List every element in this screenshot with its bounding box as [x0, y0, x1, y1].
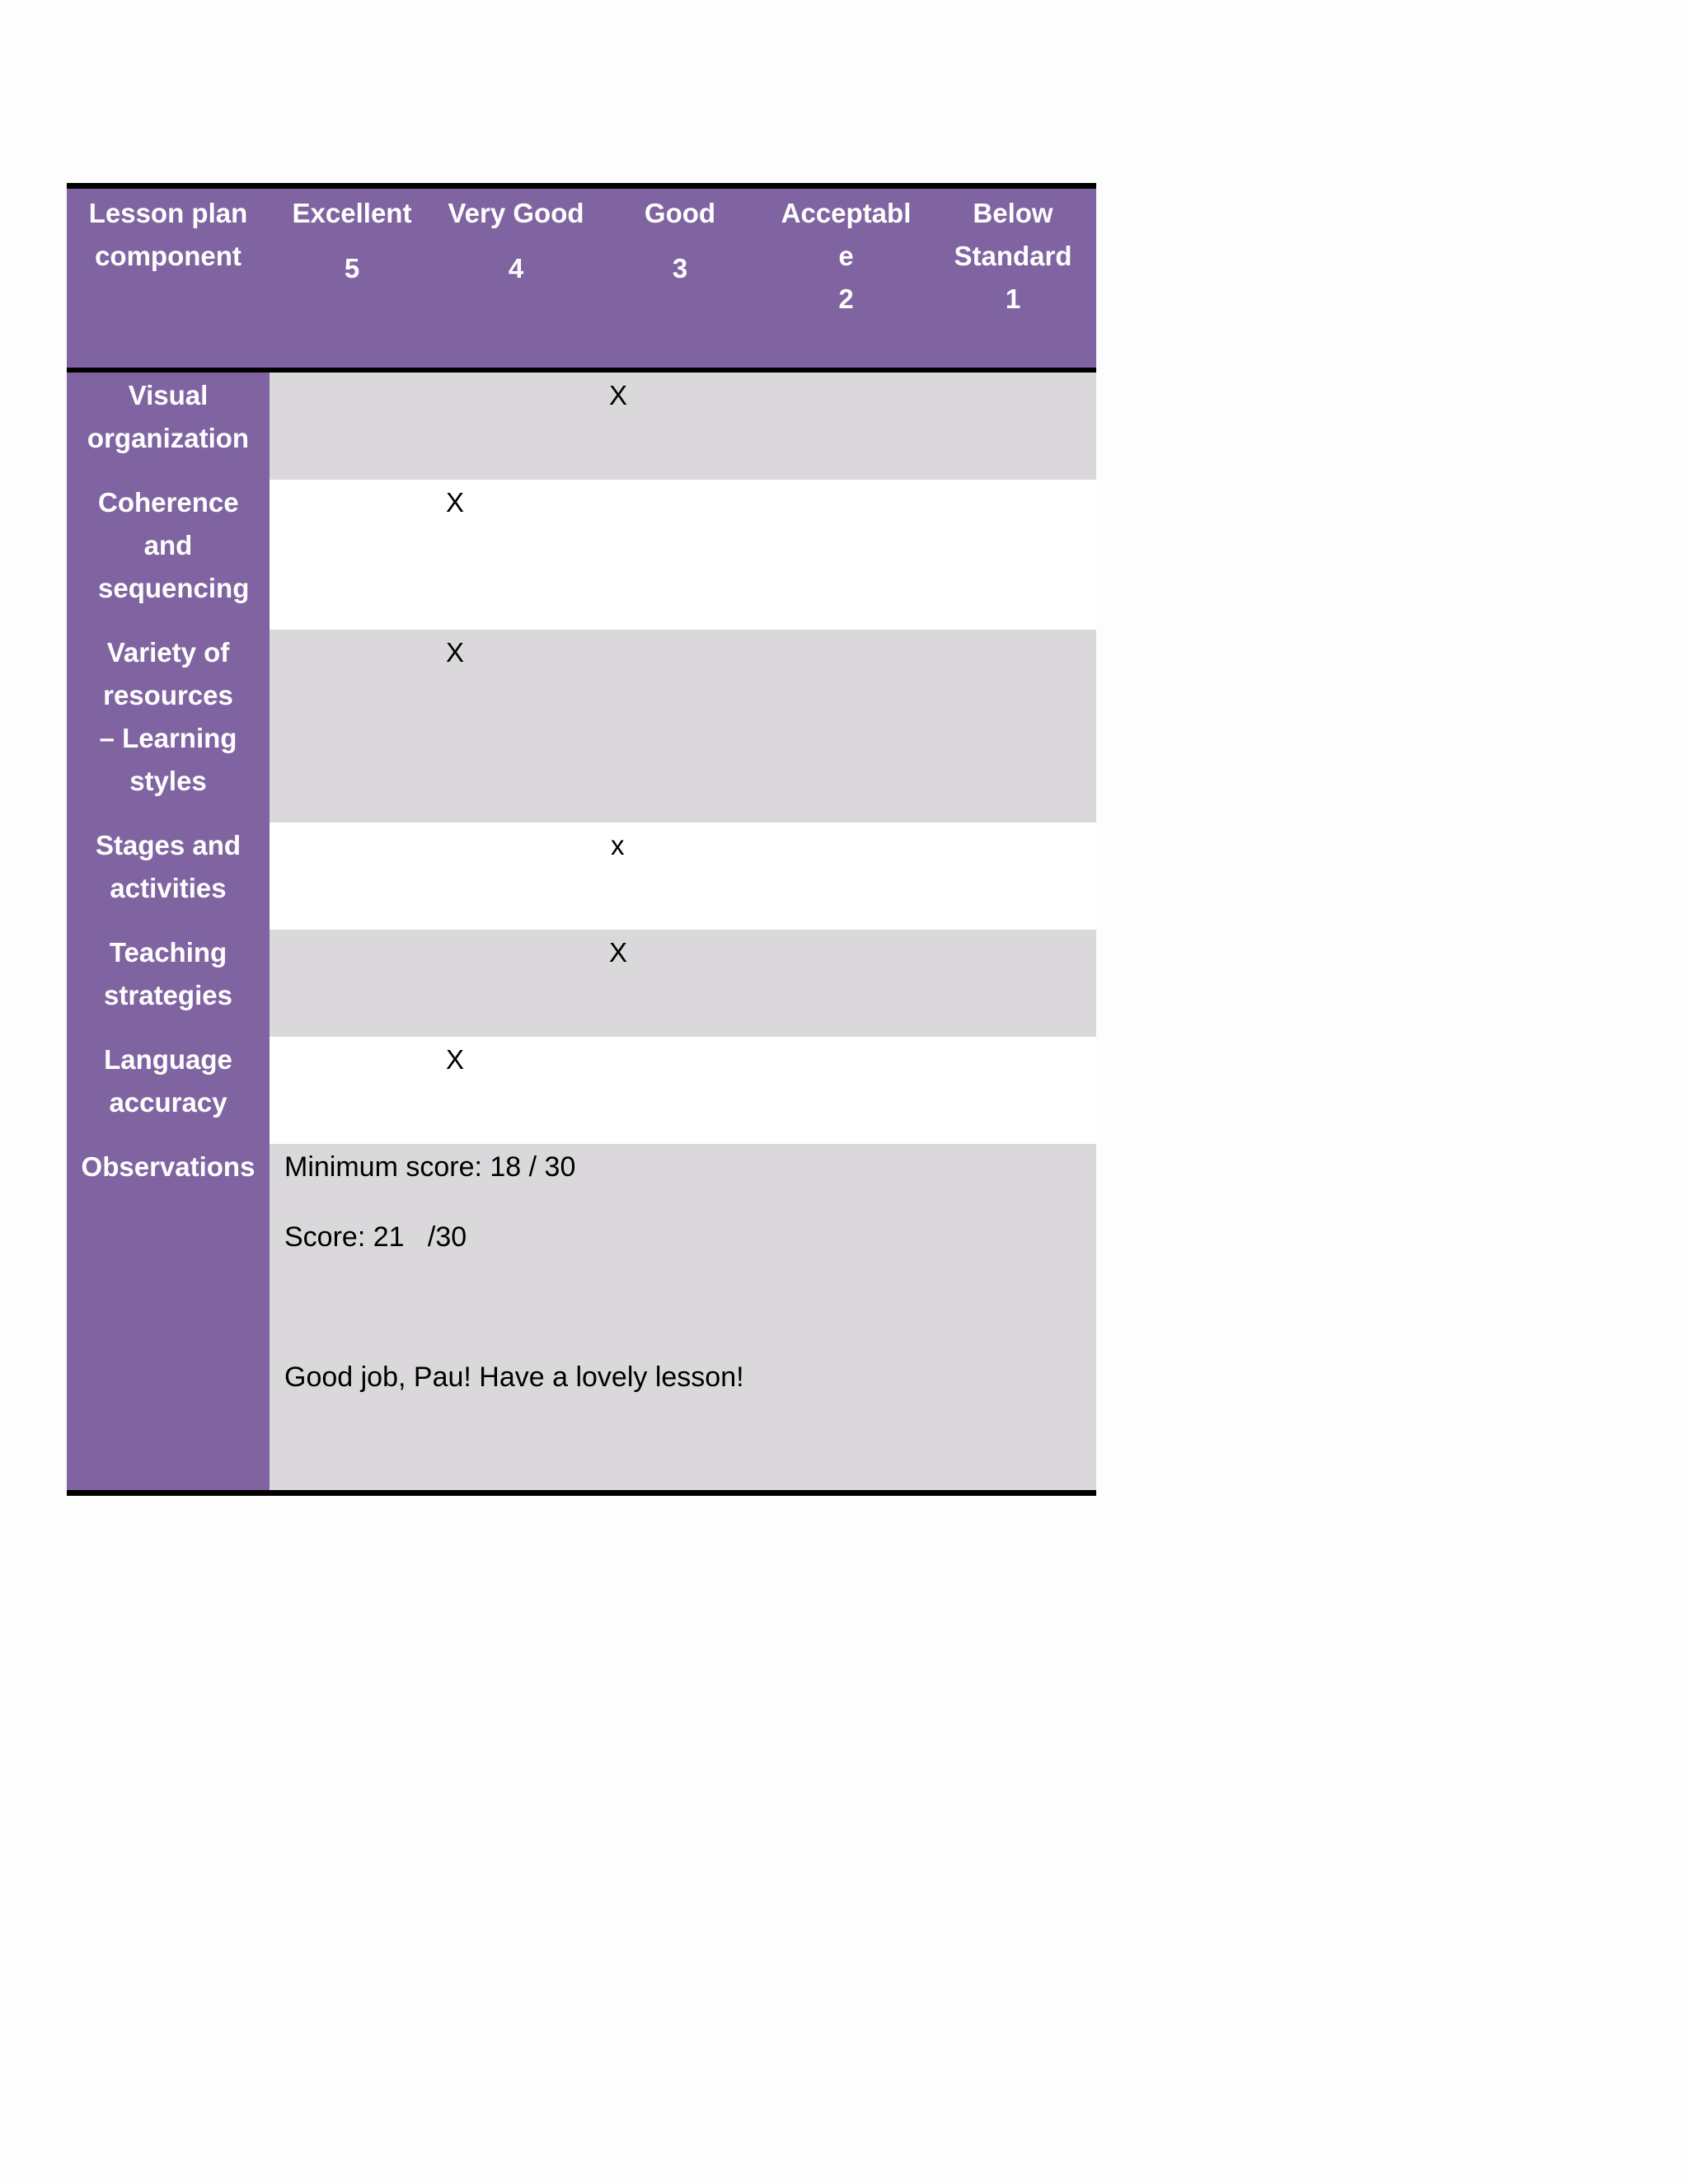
row-label: [67, 480, 270, 630]
rubric-row-visual-organization: [67, 373, 1096, 480]
rating-mark: X: [446, 487, 465, 518]
header-good-score: 3: [672, 253, 688, 284]
header-very-good-label: Very Good: [448, 198, 584, 228]
rubric-row-stages-and-activities: [67, 823, 1096, 930]
row-rating-area: [270, 1037, 1096, 1144]
header-good-label: Good: [644, 198, 716, 228]
rating-mark: X: [446, 1044, 465, 1075]
row-label-text: Visual organization: [87, 380, 250, 453]
header-component-label: Lesson plan component: [88, 198, 248, 271]
header-very-good-score: 4: [508, 253, 524, 284]
row-label-text: Coherence and sequencing: [98, 487, 250, 603]
header-component: [67, 189, 270, 368]
header-below-standard: [930, 189, 1096, 368]
observations-area: [270, 1144, 1096, 1490]
rating-mark: x: [611, 830, 625, 860]
header-below-standard-label: Below Standard: [954, 198, 1072, 271]
header-excellent-score: 5: [344, 253, 360, 284]
row-label-text: Teaching strategies: [104, 937, 232, 1010]
header-below-standard-score: 1: [1005, 284, 1021, 314]
row-label: [67, 823, 270, 930]
row-rating-area: [270, 480, 1096, 630]
row-label-text: Stages and activities: [95, 830, 241, 903]
header-acceptable-label: Acceptabl e: [781, 198, 912, 271]
lesson-plan-rubric-table: [67, 183, 1096, 1496]
observations-label: Observations: [81, 1151, 256, 1182]
header-acceptable: [762, 189, 930, 368]
row-rating-area: [270, 630, 1096, 823]
observation-comment: Good job, Pau! Have a lovely lesson!: [284, 1361, 744, 1393]
header-very-good: [434, 189, 598, 368]
row-label: [67, 930, 270, 1037]
rating-mark: X: [609, 380, 628, 410]
row-label: [67, 1037, 270, 1144]
rubric-row-observations: [67, 1144, 1096, 1490]
row-label: [67, 1144, 270, 1490]
rubric-row-teaching-strategies: [67, 930, 1096, 1037]
row-label: [67, 630, 270, 823]
row-rating-area: [270, 930, 1096, 1037]
header-acceptable-score: 2: [838, 284, 854, 314]
rubric-row-language-accuracy: [67, 1037, 1096, 1144]
row-rating-area: [270, 373, 1096, 480]
score-text: Score: 21 /30: [284, 1221, 467, 1253]
rubric-row-coherence-and-sequencing: [67, 480, 1096, 630]
row-label-text: Language accuracy: [104, 1044, 232, 1118]
header-excellent: [270, 189, 434, 368]
row-label: [67, 373, 270, 480]
rating-mark: X: [446, 637, 465, 668]
row-rating-area: [270, 823, 1096, 930]
header-excellent-label: Excellent: [292, 198, 412, 228]
row-label-text: Variety of resources – Learning styles: [99, 637, 237, 796]
header-good: [598, 189, 762, 368]
rubric-row-variety-of-resources: [67, 630, 1096, 823]
rating-mark: X: [609, 937, 628, 968]
minimum-score-text: Minimum score: 18 / 30: [284, 1151, 576, 1183]
rubric-header-row: [67, 189, 1096, 373]
